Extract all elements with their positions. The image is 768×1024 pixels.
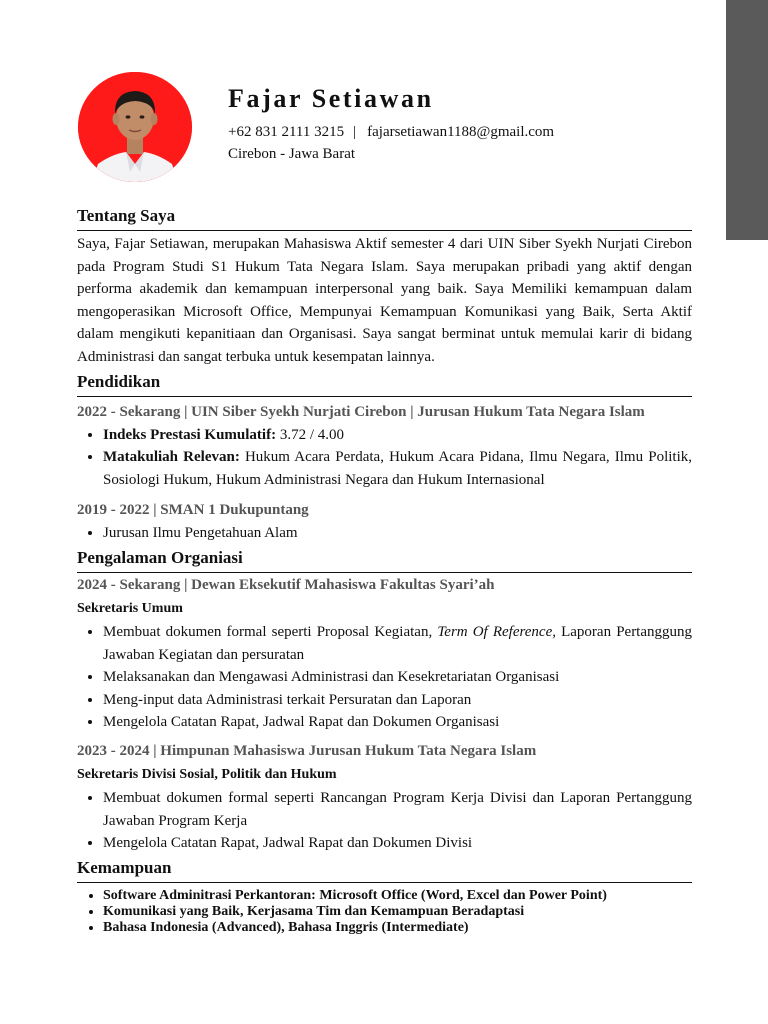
list-item: • Jurusan Ilmu Pengetahuan Alam: [103, 522, 692, 545]
section-title-skills: Kemampuan: [77, 857, 692, 883]
scrollbar-thumb[interactable]: [726, 0, 768, 240]
education-entry-heading: 2019 - 2022 | SMAN 1 Dukupuntang: [77, 502, 309, 519]
list-item: • Software Adminitrasi Perkantoran: Microsoft Office (Word, Excel dan Power Point): [103, 888, 692, 904]
item-text: Membuat dokumen formal seperti Proposal Kegiatan,: [103, 623, 438, 640]
location: Cirebon - Jawa Barat: [228, 146, 356, 162]
list-item: • Mengelola Catatan Rapat, Jadwal Rapat dan Dokumen Organisasi: [103, 711, 692, 734]
section-title-education: Pendidikan: [77, 371, 692, 397]
item-italic-text: Term Of Reference,: [437, 623, 556, 640]
contact-line: [228, 123, 554, 141]
section-title-about: Tentang Saya: [77, 205, 692, 231]
phone-number: +62 831 2111 3215: [228, 124, 345, 140]
resume-body: [77, 205, 692, 936]
list-item: [103, 621, 692, 666]
list-item: • Komunikasi yang Baik, Kerjasama Tim dan Kemampuan Beradaptasi: [103, 904, 692, 920]
item-text: Laporan Pertanggung Jawaban Kegiatan dan persuratan: [103, 623, 693, 663]
organization-entry-heading: 2024 - Sekarang | Dewan Eksekutif Mahasiswa Fakultas Syari’ah: [77, 576, 495, 593]
organization-entry-heading: 2023 - 2024 | Himpunan Mahasiswa Jurusan Hukum Tata Negara Islam: [77, 742, 537, 759]
organization-role: Sekretaris Umum: [77, 600, 183, 616]
list-item: [103, 424, 692, 447]
item-text: 3.72 / 4.00: [276, 426, 344, 443]
section-title-organization: Pengalaman Organiasi: [77, 547, 692, 573]
item-label: Matakuliah Relevan:: [103, 449, 240, 466]
education-entry-list: [77, 522, 692, 545]
list-item: • Melaksanakan dan Mengawasi Administrasi dan Kesekretariatan Organisasi: [103, 666, 692, 689]
contact-separator: |: [353, 124, 357, 140]
list-item: [103, 446, 692, 491]
education-entry-list: [77, 424, 692, 492]
list-item: • Bahasa Indonesia (Advanced), Bahasa Inggris (Intermediate): [103, 920, 692, 936]
about-paragraph: Saya, Fajar Setiawan, merupakan Mahasiswa Aktif semester 4 dari UIN Siber Syekh Nurjati Cirebon pada Program Studi S1 Hukum Tata Negara Islam. Saya merupakan pribadi yang aktif dengan performa akademik dan kemampuan interpersonal yang baik. Saya Memiliki kemampuan dalam mengoperasikan Microsoft Office, Mempunyai Kemampuan Komunikasi yang Baik, Serta Aktif dalam mengikuti kepanitiaan dan Organisasi. Saya sangat berminat untuk memulai karir di bidang Administrasi dan sangat terbuka untuk kesempatan lainnya.: [77, 236, 692, 365]
item-text: Hukum Acara Perdata, Hukum Acara Pidana, Ilmu Negara, Ilmu Politik, Sosiologi Hukum, Hukum Administrasi Negara dan Hukum Internasional: [103, 449, 692, 488]
organization-role: Sekretaris Divisi Sosial, Politik dan Hukum: [77, 766, 337, 782]
email-address: fajarsetiawan1188@gmail.com: [367, 124, 555, 140]
scrollbar-track[interactable]: [726, 0, 768, 1024]
skills-list: [77, 888, 692, 936]
candidate-name: Fajar Setiawan: [228, 84, 434, 113]
list-item: • Membuat dokumen formal seperti Rancangan Program Kerja Divisi dan Laporan Pertanggung Jawaban Program Kerja: [103, 787, 692, 832]
profile-photo: [78, 72, 192, 182]
organization-entry-list: [77, 787, 692, 855]
organization-entry-list: [77, 621, 692, 734]
list-item: • Mengelola Catatan Rapat, Jadwal Rapat dan Dokumen Divisi: [103, 832, 692, 855]
list-item: • Meng-input data Administrasi terkait Persuratan dan Laporan: [103, 689, 692, 712]
item-label: Indeks Prestasi Kumulatif:: [103, 426, 277, 443]
education-entry-heading: 2022 - Sekarang | UIN Siber Syekh Nurjati Cirebon | Jurusan Hukum Tata Negara Islam: [77, 403, 645, 420]
